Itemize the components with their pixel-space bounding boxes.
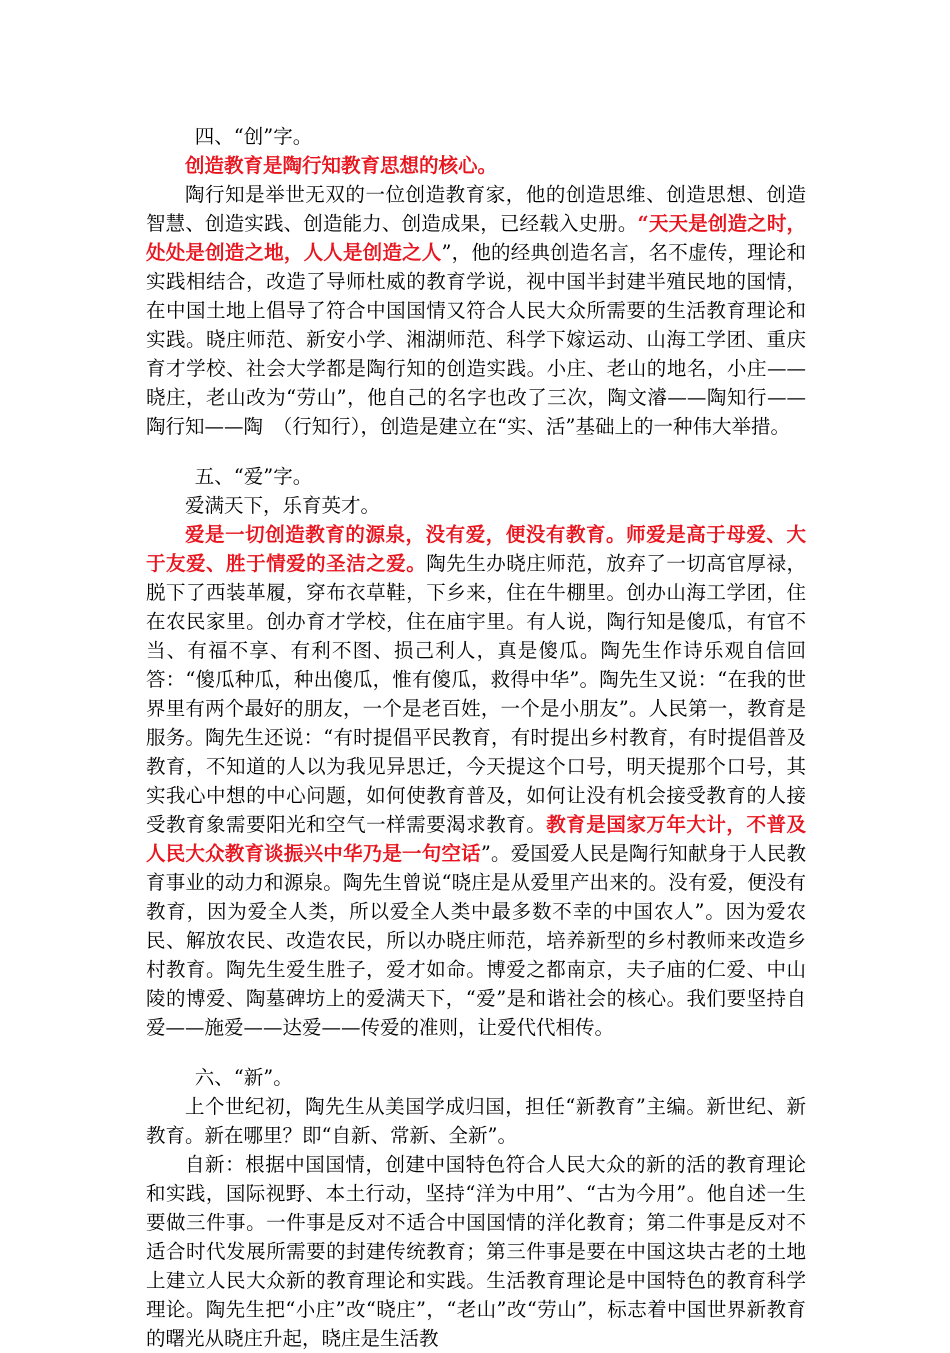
- section-gap: [146, 1042, 806, 1063]
- section-4-text-a: 陶行知是举世无双的一位创造教育家，他的创造思维、创造思想、创造智慧、创造实践、创造能力、创造成果，已经载入史册。: [146, 183, 806, 235]
- section-6-paragraph-1: 上个世纪初，陶先生从美国学成归国，担任“新教育”主编。新世纪、新教育。新在哪里？即“自新、常新、全新”。: [146, 1095, 806, 1147]
- section-4-quote-emphasis: “天天是创造之时，处处是创造之地，人人是创造之人: [146, 212, 806, 264]
- section-5-heading: 五、“爱”字。: [194, 465, 313, 488]
- section-5-text-b: ”。爱国爱人民是陶行知献身于人民教育事业的动力和源泉。陶先生曾说“晓庄是从爱里产出来的。没有爱，便没有教育，因为爱全人类，所以爱全人类中最多数不幸的中国农人”。因为爱农民、解放农民、改造农民，所以办晓庄师范，培养新型的乡村教师来改造乡村教育。陶先生爱生胜子，爱才如命。博爱之都南京，夫子庙的仁爱、中山陵的博爱、陶墓碑坊上的爱满天下，“爱”是和谐社会的核心。我们要坚持自爱——施爱——达爱——传爱的准则，让爱代代相传。: [146, 842, 806, 1039]
- section-6-heading: 六、“新”。: [194, 1066, 293, 1089]
- section-5-motto: 爱满天下，乐育英才。: [185, 494, 381, 517]
- section-gap: [146, 441, 806, 462]
- section-5-mid-emphasis: 教育是国家万年大计，不普及人民大众教育谈振兴中华乃是一句空话: [146, 813, 806, 865]
- section-6-paragraph-2: 自新：根据中国国情，创建中国特色符合人民大众的新的活的教育理论和实践，国际视野、本土行动，坚持“洋为中用”、“古为今用”。他自述一生要做三件事。一件事是反对不适合中国国情的洋化教育；第二件事是反对不适合时代发展所需要的封建传统教育；第三件事是要在中国这块古老的土地上建立人民大众新的教育理论和实践。生活教育理论是中国特色的教育科学理论。陶先生把“小庄”改“晓庄”，“老山”改“劳山”，标志着中国世界新教育的曙光从晓庄升起，晓庄是生活教: [146, 1153, 806, 1350]
- section-4-lead: 创造教育是陶行知教育思想的核心。: [185, 154, 498, 177]
- section-4-paragraph: [146, 180, 806, 441]
- section-5-paragraph: [146, 520, 806, 1042]
- document-page: [146, 122, 806, 1353]
- section-5-text-a: 陶先生办晓庄师范，放弃了一切高官厚禄，脱下了西装革履，穿布衣草鞋，下乡来，住在牛棚里。创办山海工学团，住在农民家里。创办育才学校，住在庙宇里。有人说，陶行知是傻瓜，有官不当、有福不享、有利不图、损己利人，真是傻瓜。陶先生作诗乐观自信回答：“傻瓜种瓜，种出傻瓜，惟有傻瓜，救得中华”。陶先生又说：“在我的世界里有两个最好的朋友，一个是老百姓，一个是小朋友”。人民第一，教育是服务。陶先生还说：“有时提倡平民教育，有时提出乡村教育，有时提倡普及教育，不知道的人以为我见异思迁，今天提这个口号，明天提那个口号，其实我心中想的中心问题，如何使教育普及，如何让没有机会接受教育的人接受教育象需要阳光和空气一样需要渴求教育。: [146, 552, 806, 836]
- section-4-text-b: ”，他的经典创造名言，名不虚传，理论和实践相结合，改造了导师杜威的教育学说，视中国半封建半殖民地的国情，在中国土地上倡导了符合中国国情又符合人民大众所需要的生活教育理论和实践。晓庄师范、新安小学、湘湖师范、科学下嫁运动、山海工学团、重庆育才学校、社会大学都是陶行知的创造实践。小庄、老山的地名，小庄——晓庄，老山改为“劳山”，他自己的名字也改了三次，陶文濬——陶知行——陶行知——陶 （行知行），创造是建立在“实、活”基础上的一种伟大举措。: [146, 241, 806, 438]
- section-5-lead-emphasis: 爱是一切创造教育的源泉，没有爱，便没有教育。师爱是高于母爱、大于友爱、胜于情爱的圣洁之爱。: [146, 523, 806, 575]
- section-4-heading: 四、“创”字。: [194, 125, 313, 148]
